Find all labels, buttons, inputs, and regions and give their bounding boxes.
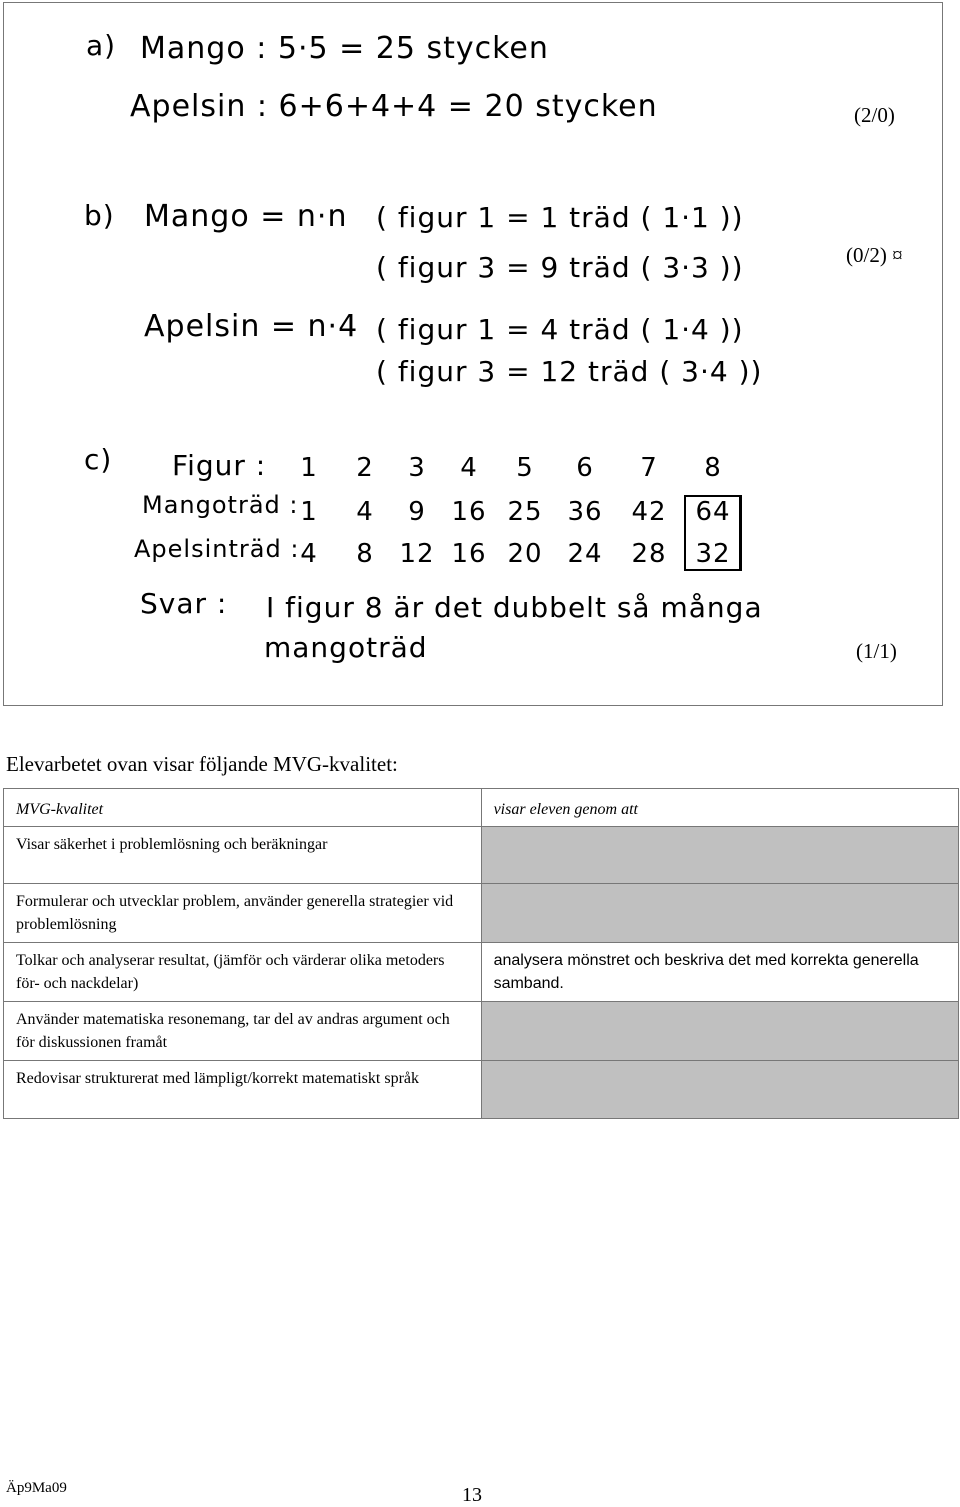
part-c-score: (1/1)	[856, 639, 897, 663]
apelsin-value: 16	[451, 539, 487, 569]
footer-code: Äp9Ma09	[6, 1480, 67, 1496]
mango-value: 4	[356, 497, 374, 527]
figur-value: 5	[516, 453, 534, 483]
rubric-criterion: Tolkar och analyserar resultat, (jämför och värderar olika metoders för- och nackdelar)	[4, 943, 482, 1002]
mango-row-label: Mangoträd :	[142, 491, 299, 519]
rubric-evidence	[481, 884, 958, 943]
answer-highlight-box	[684, 495, 742, 571]
rubric-criterion: Använder matematiska resonemang, tar del av andras argument och för diskussionen framåt	[4, 1002, 482, 1061]
apelsin-value: 12	[399, 539, 435, 569]
rubric-evidence	[481, 1061, 958, 1119]
rubric-criterion: Visar säkerhet i problemlösning och beräkningar	[4, 827, 482, 884]
figur-value: 1	[300, 453, 318, 483]
mvg-rubric-table	[3, 788, 959, 1119]
part-b-score: (0/2) ¤	[846, 243, 903, 267]
svar-label: Svar :	[140, 587, 228, 620]
mango-value: 64	[695, 497, 731, 527]
figur-value: 4	[460, 453, 478, 483]
rubric-criterion: Redovisar strukturerat med lämpligt/korrekt matematiskt språk	[4, 1061, 482, 1119]
part-a-line1: Mango : 5·5 = 25 stycken	[140, 31, 549, 66]
mango-value: 42	[631, 497, 667, 527]
rubric-criterion: Formulerar och utvecklar problem, använder generella strategier vid problemlösning	[4, 884, 482, 943]
apelsin-value: 28	[631, 539, 667, 569]
part-a-line2: Apelsin : 6+6+4+4 = 20 stycken	[130, 89, 658, 124]
part-b-apelsin-note2: ( figur 3 = 12 träd ( 3·4 ))	[376, 355, 763, 388]
mango-value: 9	[408, 497, 426, 527]
rubric-evidence: analysera mönstret och beskriva det med korrekta generella samband.	[481, 943, 958, 1002]
apelsin-value: 24	[567, 539, 603, 569]
rubric-row	[4, 827, 959, 884]
page-number: 13	[462, 1484, 482, 1506]
part-a-score: (2/0)	[854, 103, 895, 127]
intro-text: Elevarbetet ovan visar följande MVG-kvalitet:	[6, 752, 398, 776]
apelsin-value: 20	[507, 539, 543, 569]
student-work-scan	[3, 2, 943, 706]
figur-value: 8	[704, 453, 722, 483]
part-b-mango-note2: ( figur 3 = 9 träd ( 3·3 ))	[376, 251, 744, 284]
figur-value: 3	[408, 453, 426, 483]
rubric-evidence	[481, 1002, 958, 1061]
part-b-apelsin-formula: Apelsin = n·4	[144, 309, 359, 344]
apelsin-row-label: Apelsinträd :	[134, 535, 300, 563]
rubric-row	[4, 1061, 959, 1119]
svar-line1: I figur 8 är det dubbelt så många	[266, 591, 763, 624]
part-b-mango-formula: Mango = n·n	[144, 199, 348, 234]
part-b-apelsin-note1: ( figur 1 = 4 träd ( 1·4 ))	[376, 313, 744, 346]
rubric-row	[4, 943, 959, 1002]
part-c-label: c)	[84, 443, 113, 476]
apelsin-value: 8	[356, 539, 374, 569]
rubric-header-right: visar eleven genom att	[481, 789, 958, 827]
figur-value: 2	[356, 453, 374, 483]
rubric-header-row	[4, 789, 959, 827]
part-b-label: b)	[84, 199, 115, 232]
part-a-label: a)	[86, 29, 117, 62]
part-b-mango-note1: ( figur 1 = 1 träd ( 1·1 ))	[376, 201, 744, 234]
rubric-evidence	[481, 827, 958, 884]
mango-value: 1	[300, 497, 318, 527]
rubric-row	[4, 884, 959, 943]
svar-line2: mangoträd	[264, 631, 428, 664]
mango-value: 36	[567, 497, 603, 527]
rubric-header-left: MVG-kvalitet	[4, 789, 482, 827]
figur-value: 7	[640, 453, 658, 483]
apelsin-value: 4	[300, 539, 318, 569]
mango-value: 16	[451, 497, 487, 527]
figur-row-label: Figur :	[172, 449, 267, 482]
mango-value: 25	[507, 497, 543, 527]
figur-value: 6	[576, 453, 594, 483]
rubric-row	[4, 1002, 959, 1061]
apelsin-value: 32	[695, 539, 731, 569]
